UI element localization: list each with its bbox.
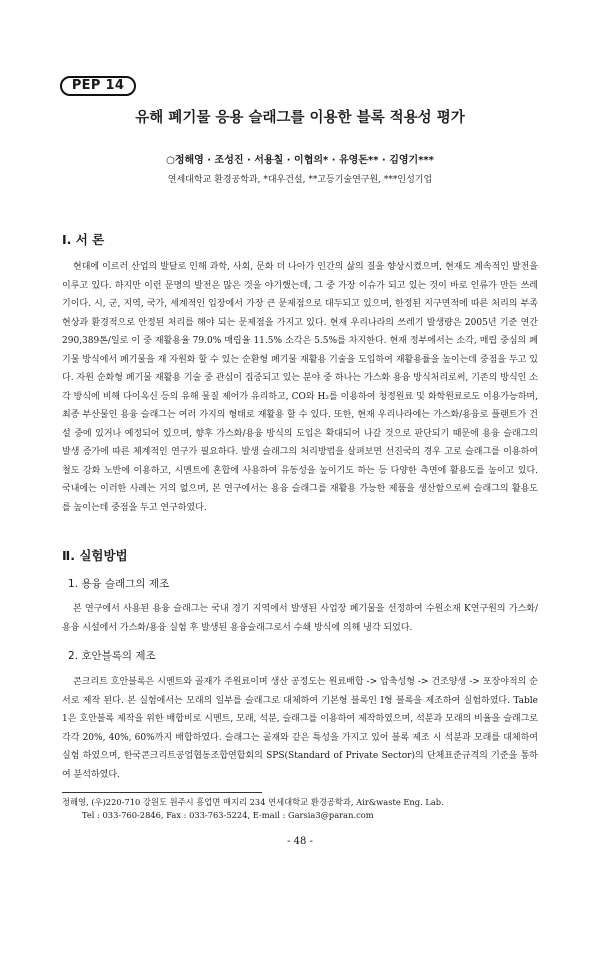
subsection-heading-slag: 1. 용융 슬래그의 제조	[68, 578, 170, 590]
slag-paragraph: 본 연구에서 사용된 용융 슬래그는 국내 경기 지역에서 발생된 사업장 폐기물을 선정하여 수원소재 K연구원의 가스화/용융 시설에서 가스화/용융 실험 후 발생된 용융슬래그로서 수쇄 방식에 의해 냉각 되었다.	[62, 604, 538, 633]
section-heading-introduction: Ⅰ. 서 론	[62, 232, 105, 247]
footnote-contact: Tel : 033-760-2846, Fax : 033-763-5224, E-mail : Garsia3@paran.com	[82, 810, 374, 820]
footnote-divider	[62, 792, 262, 793]
subsection-heading-block: 2. 호안블록의 제조	[68, 650, 156, 662]
paper-title: 유해 폐기물 응용 슬래그를 이용한 블록 적용성 평가	[135, 110, 465, 126]
block-paragraph: 콘크리트 호안블록은 시멘트와 골재가 주원료이며 생산 공정도는 원료배합 -> 압축성형 -> 건조양생 -> 포장야적의 순서로 제작 된다. 본 실험에서는 모래의 일부를 슬래그로 대체하여 기본형 블록인 I형 블록을 제조하여 실험하였다. Table 1은 호안블록 제작을 위한 배합비로 시멘트, 모래, 석분, 슬래그를 이용하여 제작하였으며, 석분과 모래의 비율을 슬래그로 각각 20%, 40%, 60%까지 배합하였다. 슬래그는 골재와 같은 특성을 가지고 있어 블록 제조 시 석분과 모래를 대체하여 실험 하였으며, 한국콘크리트공업협동조합연합회의 SPS(Standard of Private Sector)의 단체표준규격의 기준을 통하여 분석하였다.	[62, 677, 538, 780]
author-list: ○정해영 · 조성진 · 서용칠 · 이협의* · 유영돈** · 김영기***	[166, 155, 434, 166]
footnote-address: 정해영, (우)220-710 강원도 원주시 흥업면 매지리 234 연세대학교 환경공학과, Air&waste Eng. Lab.	[62, 797, 444, 807]
affiliation: 연세대학교 환경공학과, *대우건설, **고등기술연구원, ***인성기업	[167, 175, 433, 185]
introduction-paragraph: 현대에 이르러 산업의 발달로 인해 과학, 사회, 문화 더 나아가 인간의 삶의 질을 향상시켰으며, 현재도 계속적인 발전을 이루고 있다. 하지만 이런 문명의 발전은 많은 것을 야기했는데, 그 중 가장 이슈가 되고 있는 것이 바로 인류가 만든 쓰레기이다. 시, 군, 지역, 국가, 세계적인 입장에서 가장 큰 문제점으로 대두되고 있으며, 한정된 지구면적에 따른 처리의 부족현상과 환경적으로 안정된 처리를 해야 되는 문제점을 가지고 있다. 현재 우리나라의 쓰레기 발생량은 2005년 기준 연간 290,389톤/일로 이 중 재활용율 79.0% 매립율 11.5% 소각은 5.5%를 차지한다. 현재 정부에서는 소각, 매립 중심의 폐기물 방식에서 폐기물을 재 자원화 할 수 있는 순환형 폐기물 재활용 기술을 도입하여 재활용률을 높이는데 중점을 두고 있다. 자원 순화형 폐기물 재활용 기술 중 관심이 집중되고 있는 분야 중 하나는 가스화 용융 방식처리로써, 기존의 방식인 소각 방식에 비해 다이옥신 등의 유해 물질 제어가 유리하고, CO와 H₂를 이용하여 청정원료 및 화학원료로도 이용가능하며, 최종 부산물인 용융 슬래그는 여러 가지의 형태로 재활용 할 수 있다. 또한, 현재 우리나라에는 가스화/용융로 플랜트가 건설 중에 있거나 예정되어 있으며, 향후 가스화/용융 방식의 도입은 확대되어 나갈 것으로 판단되기 때문에 용융 슬래그의 발생 증가에 따른 체계적인 연구가 필요하다. 발생 슬래그의 처리방법을 살펴보면 선진국의 경우 고로 슬래그를 이용하여 철도 강화 노반에 이용하고, 시멘트에 혼합에 사용하여 유동성을 높이기도 하는 등 다양한 측면에 활용도를 높이고 있다. 국내에는 이러한 사례는 거의 없으며, 본 연구에서는 용융 슬래그를 재활용 가능한 제품을 생산함으로써 슬래그의 활용도를 높이는데 중점을 두고 연구하였다.	[62, 262, 538, 513]
session-tag: PEP 14	[60, 76, 136, 96]
page-number: - 48 -	[287, 836, 313, 847]
section-heading-methods: Ⅱ. 실험방법	[62, 548, 128, 563]
